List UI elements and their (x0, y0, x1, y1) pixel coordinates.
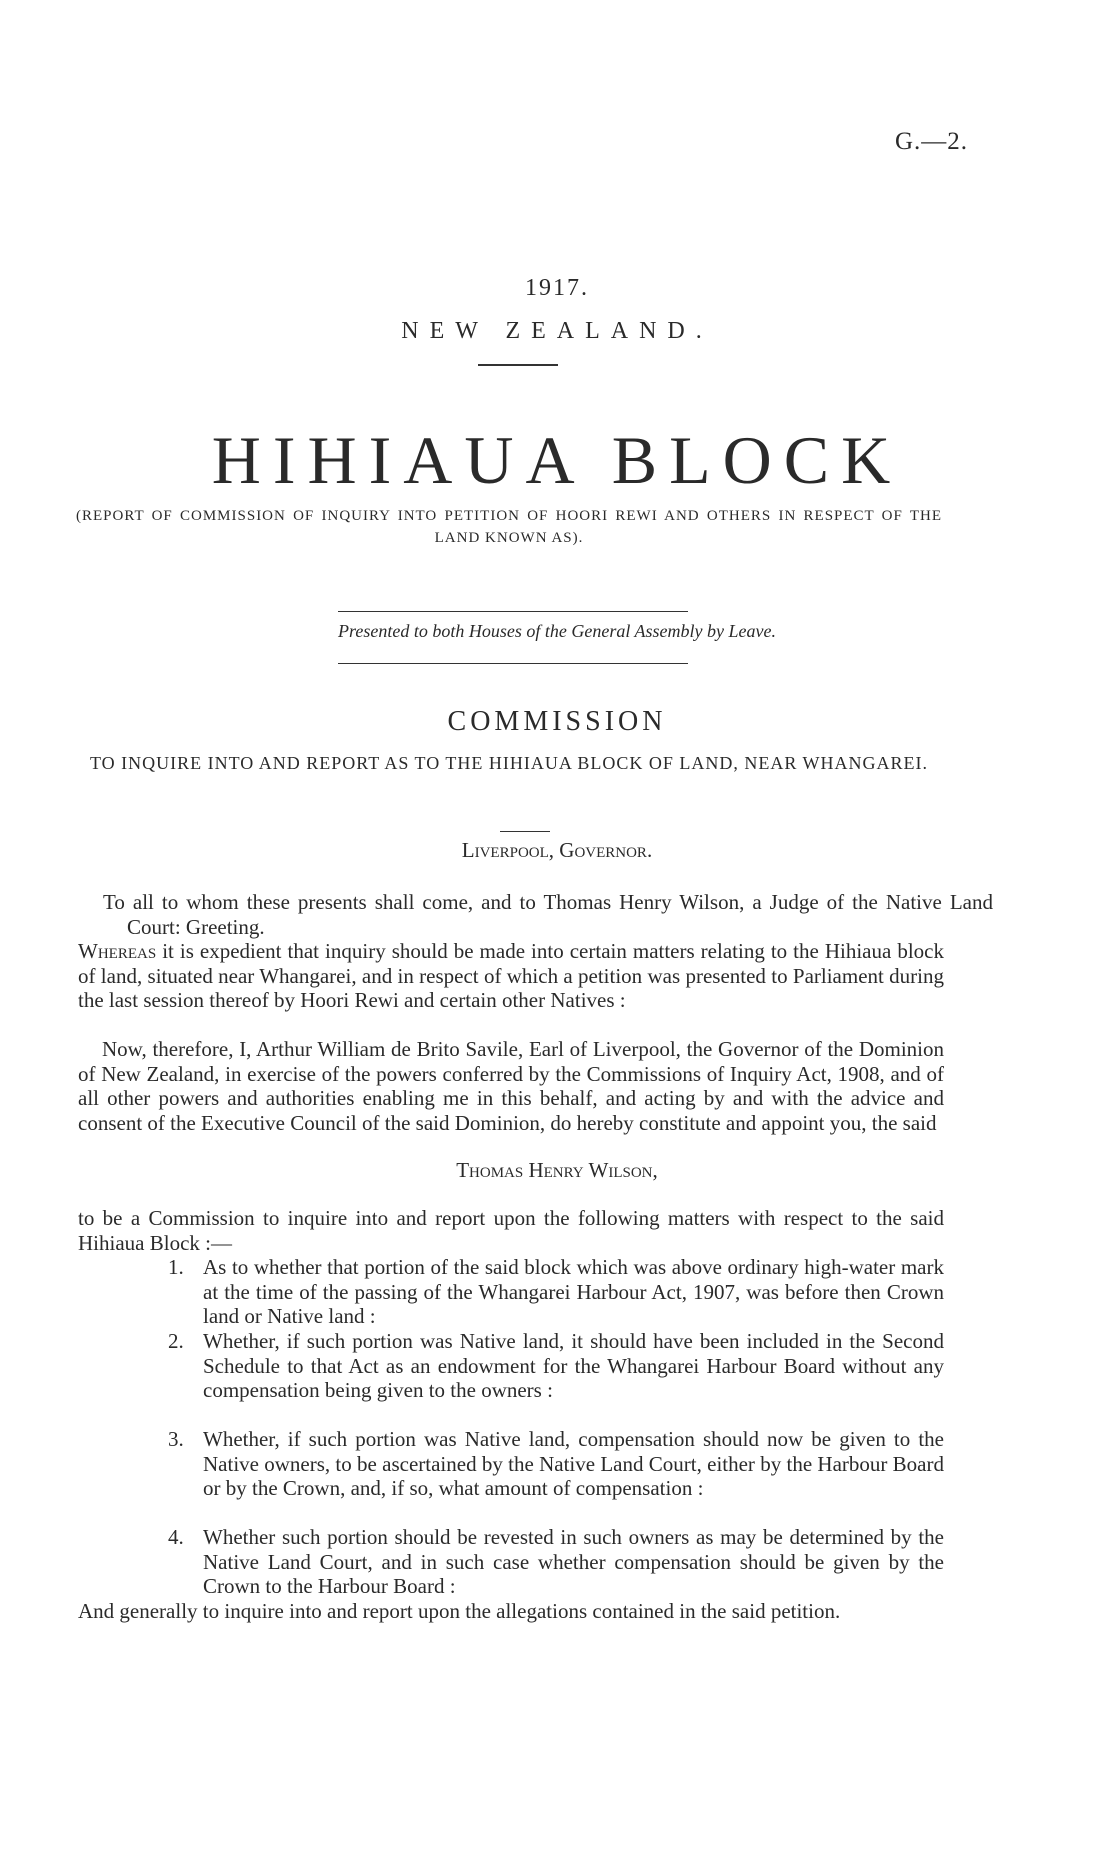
now-therefore-paragraph: Now, therefore, I, Arthur William de Brito Savile, Earl of Liverpool, the Governor of the Dominion of New Zealand, in exercise of the powers conferred by the Commissions of Inquiry Act, 1908, and of all other powers and authorities enabling me in this behalf, and acting by and with the advice and consent of the Executive Council of the said Dominion, do hereby constitute and appoint you, the said (78, 1037, 944, 1135)
list-item (168, 1525, 944, 1599)
list-item (168, 1255, 944, 1329)
document-reference: G.—2. (895, 128, 969, 155)
appointee-name: Thomas Henry Wilson, (456, 1158, 658, 1182)
whereas-lead: Whereas (78, 939, 157, 963)
list-item (168, 1427, 944, 1501)
item-text: Whether, if such portion was Native land, it should have been included in the Second Schedule to that Act as an endowment for the Whangarei Harbour Board without any compensation being given to the owners : (203, 1329, 944, 1402)
governor-line: Liverpool, Governor. (461, 838, 653, 862)
item-text: Whether such portion should be revested in such owners as may be determined by the Native Land Court, and in such case whether compensation should be given by the Crown to the Harbour Board : (203, 1525, 944, 1598)
commission-heading: COMMISSION (447, 706, 667, 737)
item-text: Whether, if such portion was Native land, compensation should now be given to the Native owners, to be ascertained by the Native Land Court, either by the Harbour Board or by the Crown, and, if so, what amount of compensation : (203, 1427, 944, 1500)
item-number: 1. (168, 1255, 184, 1279)
generally-paragraph: And generally to inquire into and report upon the allegations contained in the said petition. (78, 1599, 841, 1623)
document-subtitle: (REPORT OF COMMISSION OF INQUIRY INTO PETITION OF HOORI REWI AND OTHERS IN RESPECT OF THE LAND KNOWN AS). (76, 508, 942, 546)
item-text: As to whether that portion of the said block which was above ordinary high-water mark at the time of the passing of the Whangarei Harbour Act, 1907, was before then Crown land or Native land : (203, 1255, 944, 1328)
divider (338, 611, 688, 612)
whereas-text: it is expedient that inquiry should be made into certain matters relating to the Hihiaua block of land, situated near Whangarei, and in respect of which a petition was presented to Parliament during the last session thereof by Hoori Rewi and certain other Natives : (78, 939, 944, 1012)
item-number: 3. (168, 1427, 184, 1451)
presented-line: Presented to both Houses of the General Assembly by Leave. (338, 621, 776, 641)
address-paragraph: To all to whom these presents shall come, and to Thomas Henry Wilson, a Judge of the Native Land Court: Greeting. (103, 890, 993, 939)
divider (478, 364, 558, 366)
year: 1917. (525, 275, 589, 301)
to-be-paragraph: to be a Commission to inquire into and report upon the following matters with respect to the said Hihiaua Block :— (78, 1206, 944, 1255)
list-item (168, 1329, 944, 1403)
document-title: HIHIAUA BLOCK (211, 422, 903, 498)
divider (500, 831, 550, 832)
whereas-paragraph (78, 939, 944, 1013)
commission-subheading: TO INQUIRE INTO AND REPORT AS TO THE HIHIAUA BLOCK OF LAND, NEAR WHANGAREI. (89, 753, 929, 773)
divider (338, 663, 688, 664)
country: NEW ZEALAND. (401, 318, 713, 344)
item-number: 2. (168, 1329, 184, 1353)
item-number: 4. (168, 1525, 184, 1549)
